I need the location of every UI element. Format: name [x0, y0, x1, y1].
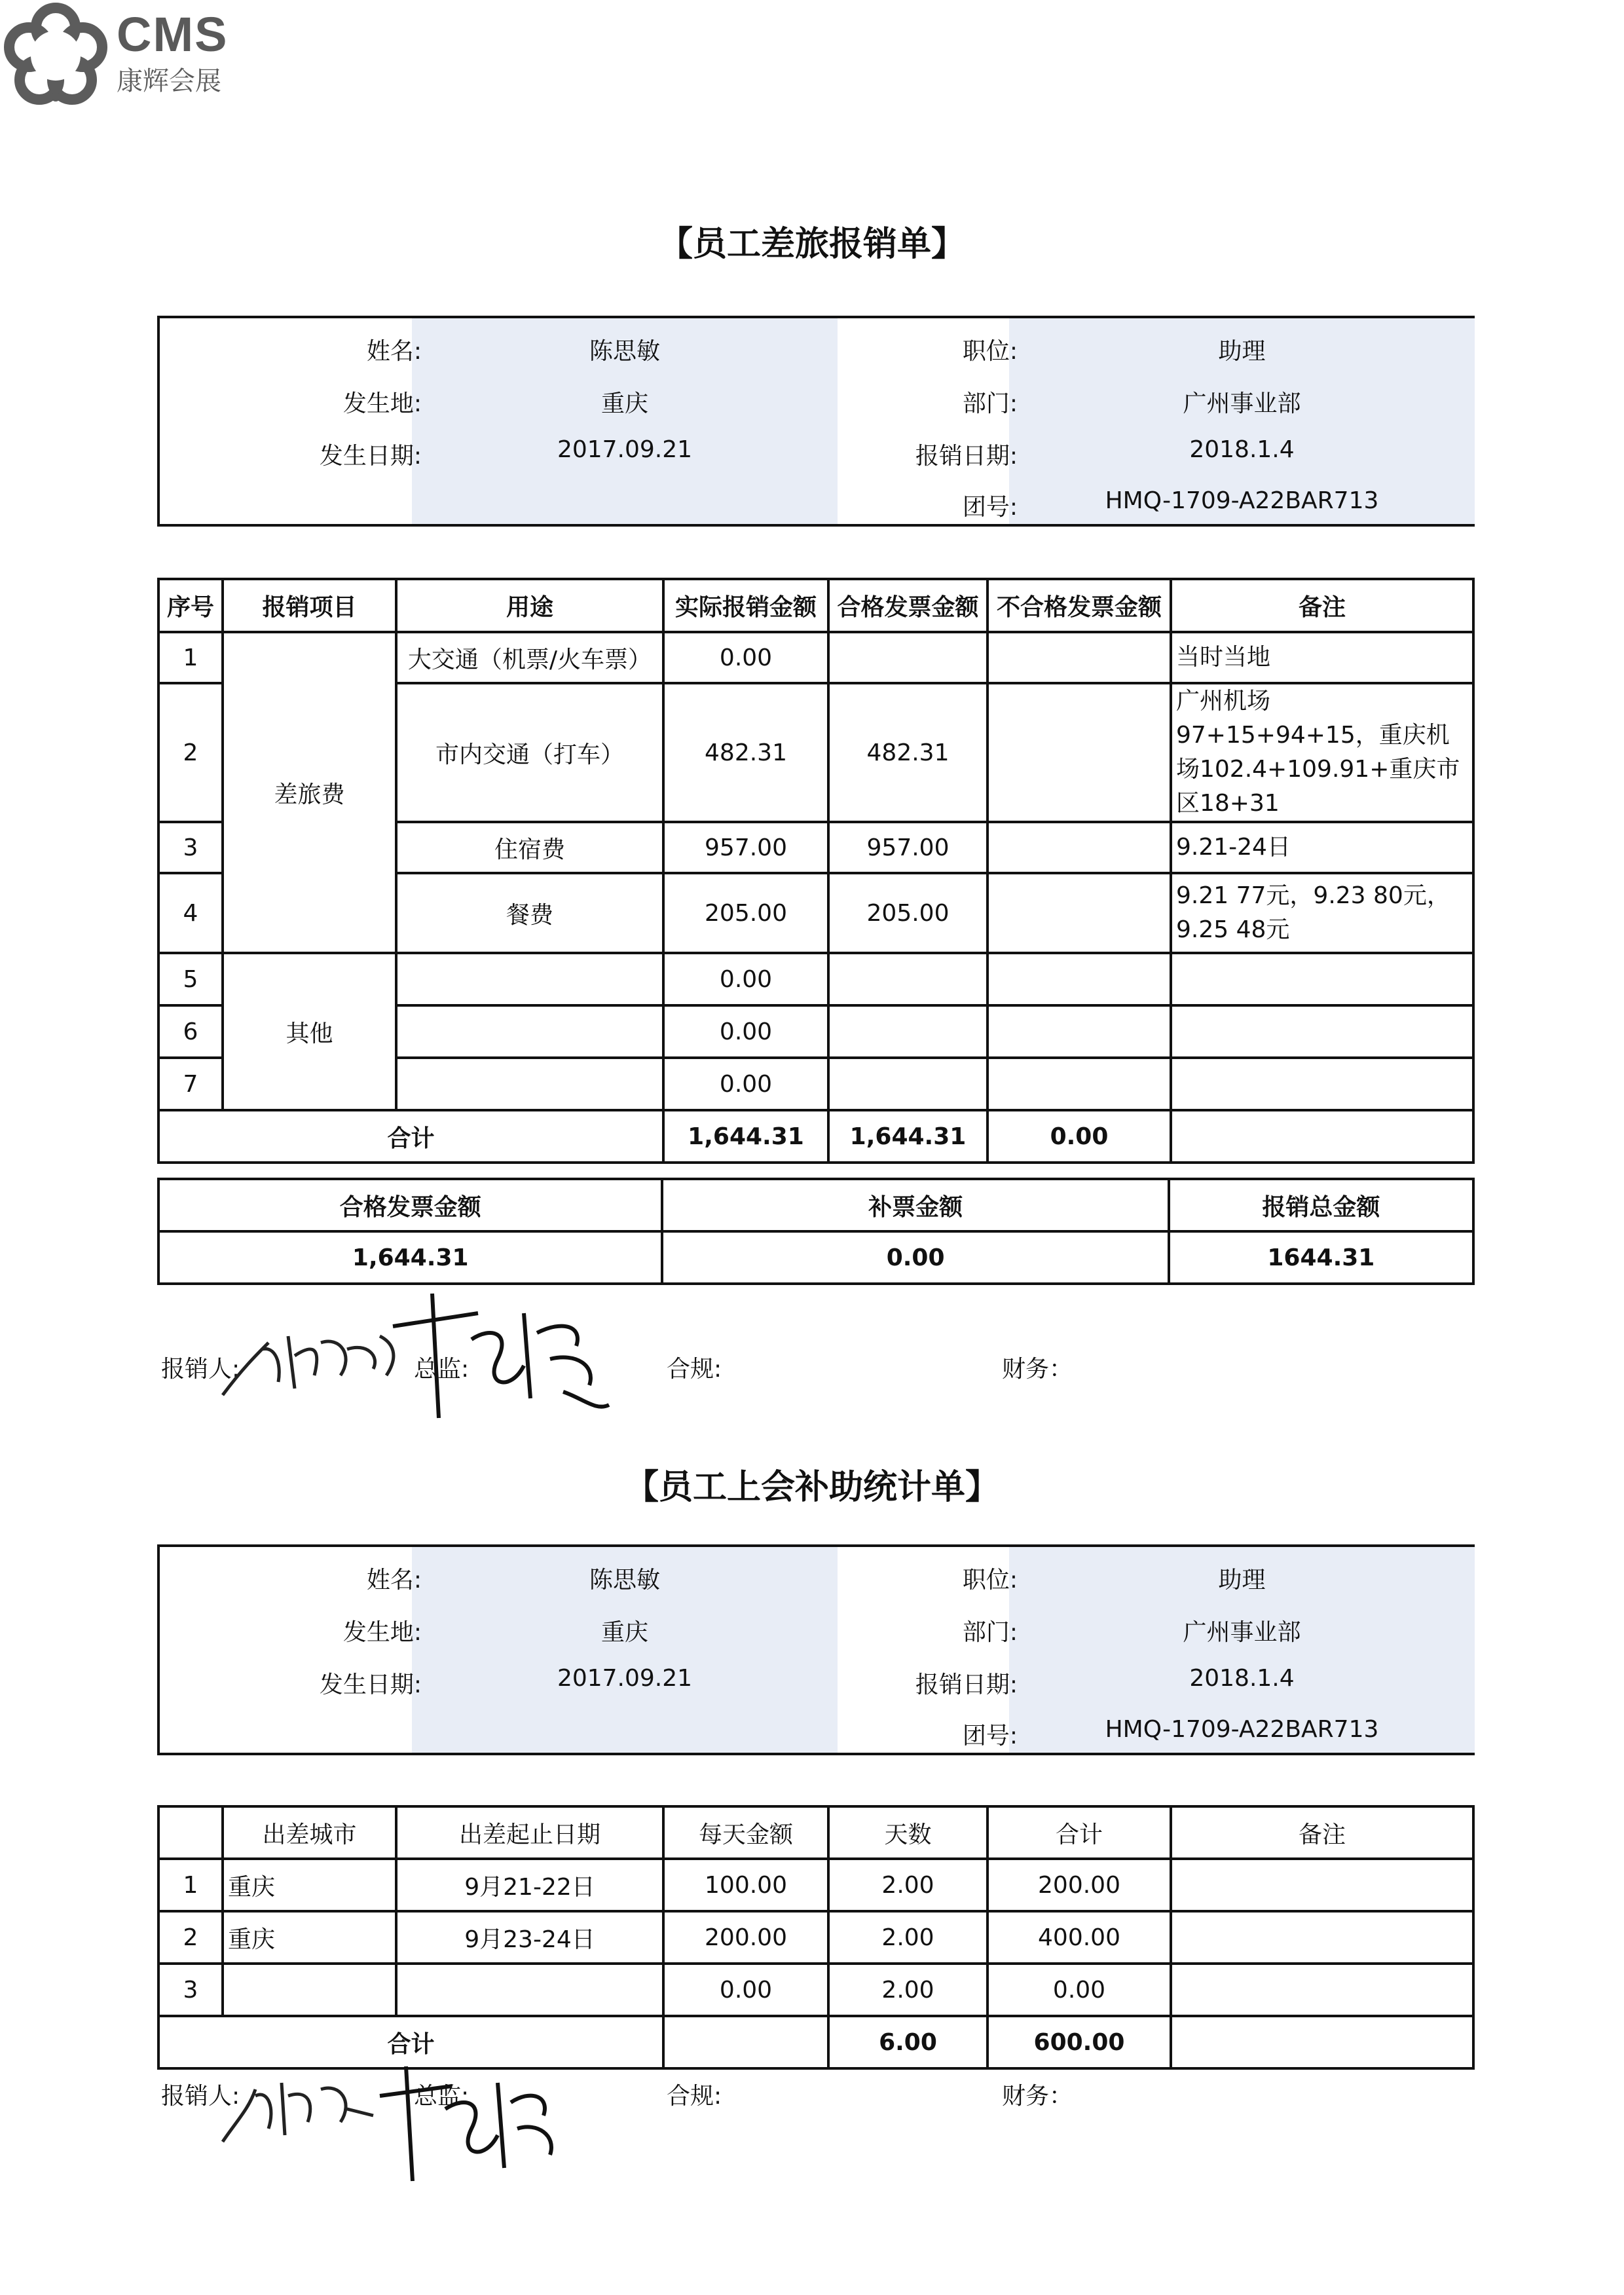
row-no: 4: [158, 873, 223, 953]
row-note: 当时当地: [1171, 632, 1473, 683]
date-value: 2017.09.21: [557, 436, 693, 463]
total-invalid: 0.00: [987, 1110, 1171, 1163]
compliance-label: 合规:: [667, 1356, 722, 1383]
table-header-row: [158, 579, 1473, 632]
col-header: 天数: [828, 1806, 987, 1859]
row-actual: 482.31: [663, 683, 828, 822]
row-daily: 0.00: [663, 1964, 828, 2016]
total-valid: 1,644.31: [828, 1110, 987, 1163]
row-daily: 200.00: [663, 1911, 828, 1964]
dept-value: 广州事业部: [1183, 1619, 1301, 1646]
row-total: 200.00: [987, 1859, 1171, 1911]
total-label: 合计: [158, 2016, 663, 2068]
total-row: [158, 2016, 1473, 2068]
logo-company-name: 康辉会展: [117, 66, 221, 96]
table-row: [158, 1964, 1473, 2016]
row-invalid: [987, 683, 1171, 822]
row-invalid: [987, 1058, 1171, 1110]
name-label: 姓名:: [366, 1567, 422, 1594]
total-row: [158, 1110, 1473, 1163]
row-note: 9.21-24日: [1171, 822, 1473, 873]
row-note: [1171, 1058, 1473, 1110]
row-valid: [828, 953, 987, 1005]
form1-title: 【员工差旅报销单】: [658, 224, 965, 264]
table-row: [158, 1859, 1473, 1911]
col-header: 备注: [1171, 1806, 1473, 1859]
row-use: [396, 953, 663, 1005]
summary-supplement-amount: 0.00: [662, 1231, 1168, 1284]
form2-info-box: [157, 1544, 1475, 1755]
group-label: 团号:: [962, 494, 1018, 521]
col-header: 备注: [1171, 579, 1473, 632]
row-no: 2: [158, 683, 223, 822]
company-logo: [0, 0, 236, 118]
table-row: [158, 632, 1473, 683]
col-header: 报销项目: [223, 579, 396, 632]
row-note: [1171, 1964, 1473, 2016]
row-note: [1171, 1911, 1473, 1964]
row-note: 9.21 77元，9.23 80元，9.25 48元: [1171, 873, 1473, 953]
place-value: 重庆: [600, 390, 648, 417]
row-no: 1: [158, 1859, 223, 1911]
category-other: 其他: [223, 953, 396, 1110]
row-actual: 0.00: [663, 1005, 828, 1058]
col-header: 合计: [987, 1806, 1171, 1859]
row-no: 3: [158, 822, 223, 873]
row-actual: 0.00: [663, 632, 828, 683]
date-value: 2017.09.21: [557, 1665, 693, 1692]
date-label: 发生日期:: [319, 1671, 422, 1698]
dept-label: 部门:: [962, 390, 1018, 417]
row-no: 5: [158, 953, 223, 1005]
col-header: 出差起止日期: [396, 1806, 663, 1859]
name-value: 陈思敏: [589, 338, 660, 365]
row-invalid: [987, 632, 1171, 683]
row-note: 广州机场97+15+94+15，重庆机场102.4+109.91+重庆市区18+31: [1171, 683, 1473, 822]
row-no: 6: [158, 1005, 223, 1058]
flower-logo-icon: [0, 0, 111, 111]
claimant-label: 报销人:: [161, 2083, 240, 2110]
category-travel: 差旅费: [223, 632, 396, 953]
row-invalid: [987, 822, 1171, 873]
row-actual: 0.00: [663, 953, 828, 1005]
summary-valid-amount: 1,644.31: [158, 1231, 662, 1284]
col-header: 序号: [158, 579, 223, 632]
col-header: 出差城市: [223, 1806, 396, 1859]
table-header-row: [158, 1806, 1473, 1859]
director-signature: [380, 1287, 616, 1425]
row-total: 400.00: [987, 1911, 1171, 1964]
col-header: [158, 1806, 223, 1859]
row-city: 重庆: [223, 1859, 396, 1911]
row-use: 大交通（机票/火车票）: [396, 632, 663, 683]
name-label: 姓名:: [366, 338, 422, 365]
row-invalid: [987, 873, 1171, 953]
total-note: [1171, 2016, 1473, 2068]
row-actual: 957.00: [663, 822, 828, 873]
finance-label: 财务：: [1002, 2083, 1073, 2110]
row-valid: [828, 1058, 987, 1110]
row-actual: 205.00: [663, 873, 828, 953]
row-no: 7: [158, 1058, 223, 1110]
row-actual: 0.00: [663, 1058, 828, 1110]
row-use: [396, 1058, 663, 1110]
row-valid: 957.00: [828, 822, 987, 873]
claimant-label: 报销人:: [161, 1356, 240, 1383]
finance-label: 财务：: [1002, 1356, 1073, 1383]
director-signature: [367, 2057, 563, 2188]
director-label: 总监:: [414, 2083, 470, 2110]
claim-date-label: 报销日期:: [915, 443, 1018, 470]
form1-info-box: [157, 316, 1475, 527]
logo-brand: CMS: [117, 7, 229, 62]
col-header: 实际报销金额: [663, 579, 828, 632]
summary-table: [157, 1178, 1475, 1285]
date-label: 发生日期:: [319, 443, 422, 470]
row-days: 2.00: [828, 1859, 987, 1911]
row-city: [223, 1964, 396, 2016]
table-row: [158, 953, 1473, 1005]
col-header: 不合格发票金额: [987, 579, 1171, 632]
expense-table: [157, 578, 1475, 1164]
position-value: 助理: [1218, 338, 1266, 365]
col-header: 每天金额: [663, 1806, 828, 1859]
summary-header: 补票金额: [662, 1179, 1168, 1231]
dept-label: 部门:: [962, 1619, 1018, 1646]
table-row: [158, 1911, 1473, 1964]
total-actual: 1,644.31: [663, 1110, 828, 1163]
claim-date-value: 2018.1.4: [1189, 1665, 1295, 1692]
row-valid: 205.00: [828, 873, 987, 953]
row-city: 重庆: [223, 1911, 396, 1964]
total-note: [1171, 1110, 1473, 1163]
col-header: 合格发票金额: [828, 579, 987, 632]
row-days: 2.00: [828, 1964, 987, 2016]
form2-title: 【员工上会补助统计单】: [624, 1467, 999, 1507]
total-label: 合计: [158, 1110, 663, 1163]
claim-date-value: 2018.1.4: [1189, 436, 1295, 463]
row-use: 住宿费: [396, 822, 663, 873]
row-invalid: [987, 1005, 1171, 1058]
subsidy-table: [157, 1805, 1475, 2070]
row-no: 3: [158, 1964, 223, 2016]
place-label: 发生地:: [342, 1619, 422, 1646]
row-note: [1171, 953, 1473, 1005]
place-value: 重庆: [600, 1619, 648, 1646]
total-days: 6.00: [828, 2016, 987, 2068]
position-label: 职位:: [962, 338, 1018, 365]
row-no: 2: [158, 1911, 223, 1964]
group-label: 团号:: [962, 1723, 1018, 1749]
row-dates: 9月23-24日: [396, 1911, 663, 1964]
row-valid: 482.31: [828, 683, 987, 822]
row-daily: 100.00: [663, 1859, 828, 1911]
name-value: 陈思敏: [589, 1567, 660, 1594]
dept-value: 广州事业部: [1183, 390, 1301, 417]
row-dates: [396, 1964, 663, 2016]
place-label: 发生地:: [342, 390, 422, 417]
row-use: [396, 1005, 663, 1058]
compliance-label: 合规:: [667, 2083, 722, 2110]
claim-date-label: 报销日期:: [915, 1671, 1018, 1698]
row-use: 市内交通（打车）: [396, 683, 663, 822]
group-value: HMQ-1709-A22BAR713: [1105, 1716, 1379, 1743]
claimant-signature: [210, 2063, 380, 2155]
group-value: HMQ-1709-A22BAR713: [1105, 487, 1379, 514]
summary-header: 报销总金额: [1169, 1179, 1473, 1231]
row-note: [1171, 1859, 1473, 1911]
total-amount: 600.00: [987, 2016, 1171, 2068]
row-invalid: [987, 953, 1171, 1005]
position-label: 职位:: [962, 1567, 1018, 1594]
summary-header: 合格发票金额: [158, 1179, 662, 1231]
row-valid: [828, 1005, 987, 1058]
row-valid: [828, 632, 987, 683]
row-no: 1: [158, 632, 223, 683]
position-value: 助理: [1218, 1567, 1266, 1594]
summary-total-amount: 1644.31: [1169, 1231, 1473, 1284]
row-note: [1171, 1005, 1473, 1058]
director-label: 总监:: [414, 1356, 470, 1383]
total-daily: [663, 2016, 828, 2068]
row-total: 0.00: [987, 1964, 1171, 2016]
row-days: 2.00: [828, 1911, 987, 1964]
row-use: 餐费: [396, 873, 663, 953]
row-dates: 9月21-22日: [396, 1859, 663, 1911]
col-header: 用途: [396, 579, 663, 632]
